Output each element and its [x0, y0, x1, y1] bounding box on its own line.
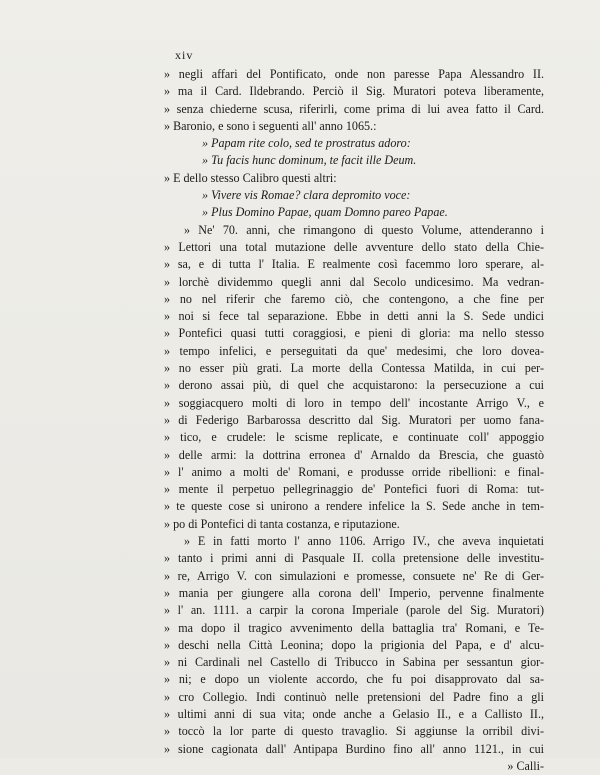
text-line: » Pontefici quasi tutti coraggiosi, e pieni di gloria: ma nello stesso — [164, 326, 544, 341]
text-line: » Lettori una total mutazione delle avventure dello stato della Chie- — [164, 239, 544, 254]
text-line: » Calli- — [507, 758, 544, 773]
text-line: » Tu facis hunc dominum, te facit ille Deum. — [202, 153, 417, 168]
text-line: » tico, e crudele: le scisme replicate, e continuate coll' appoggio — [164, 430, 544, 445]
text-line: » ni Cardinali nel Castello di Tribucco in Sabina per sessantun gior- — [164, 655, 544, 670]
text-line: » no nel riferir che faremo ciò, che contengono, a che fine per — [164, 291, 544, 306]
text-line: » re, Arrigo V. con simulazioni e promesse, consuete ne' Re di Ger- — [164, 568, 544, 583]
page-body-text — [164, 66, 544, 775]
text-line: » Baronio, e sono i seguenti all' anno 1065.: — [164, 118, 377, 133]
text-line: » Plus Domino Papae, quam Domno pareo Papae. — [202, 205, 448, 220]
text-line: » l' animo a molti de' Romani, e produsse orride ribellioni: e final- — [164, 464, 544, 479]
page-folio: xiv — [175, 48, 194, 62]
text-line: » tempo infelici, e perseguitati da que' medesimi, che loro dovea- — [164, 343, 544, 358]
text-line: » sione cagionata dall' Antipapa Burdino fino all' anno 1121., in cui — [164, 741, 544, 756]
text-line: » deschi nella Città Leonina; dopo la prigionia del Papa, e d' alcu- — [164, 637, 544, 652]
text-line: » toccò la lor parte di questo travaglio. Si aggiunse la orribil divi- — [164, 724, 544, 739]
text-line: » di Federigo Barbarossa descritto dal Sig. Muratori per uomo fana- — [164, 412, 544, 427]
text-line: » ni; e dopo un violente accordo, che fu poi disapprovato dal sa- — [164, 672, 544, 687]
text-line: » Vivere vis Romae? clara depromito voce: — [202, 188, 411, 203]
text-line: » delle armi: la dottrina erronea d' Arnaldo da Brescia, che guastò — [164, 447, 544, 462]
text-line: » derono assai più, di quel che acquistarono: la persecuzione a cui — [164, 378, 544, 393]
text-line: » lorchè dividemmo quegli anni dal Secolo undicesimo. Ma vedran- — [164, 274, 544, 289]
text-line: » l' an. 1111. a carpir la corona Imperiale (parole del Sig. Muratori) — [164, 603, 544, 618]
text-line: » senza chiederne scusa, riferirli, come prima di lui avea fatto il Card. — [164, 101, 544, 116]
text-line: » Papam rite colo, sed te prostratus adoro: — [202, 136, 411, 151]
text-line: » ma dopo il tragico avvenimento della battaglia tra' Romani, e Te- — [164, 620, 544, 635]
text-line: » mania per giungere alla corona dell' Imperio, pervenne finalmente — [164, 585, 544, 600]
text-line: » soggiacquero molti di loro in tempo dell' incostante Arrigo V., e — [164, 395, 544, 410]
text-line: » no esser più grati. La morte della Contessa Matilda, in cui per- — [164, 361, 544, 376]
text-line: » E in fatti morto l' anno 1106. Arrigo IV., che aveva inquietati — [184, 534, 544, 549]
text-line: » E dello stesso Calibro questi altri: — [164, 170, 337, 185]
text-line: » negli affari del Pontificato, onde non paresse Papa Alessandro II. — [164, 67, 544, 81]
text-line: » mente il perpetuo pellegrinaggio de' Pontefici fuori di Roma: tut- — [164, 482, 544, 497]
text-line: » ultimi anni di sua vita; onde anche a Gelasio II., e a Callisto II., — [164, 706, 544, 721]
text-line: » tanto i primi anni di Pasquale II. colla pretensione delle investitu- — [164, 551, 544, 566]
text-line: » te queste cose si unirono a rendere infelice la S. Sede anche in tem- — [164, 499, 544, 514]
text-line: » cro Collegio. Indi continuò nelle pretensioni del Padre fino a gli — [164, 689, 544, 704]
text-line: » noi si fece tal separazione. Ebbe in detti anni la S. Sede undici — [164, 309, 544, 324]
text-line: » Ne' 70. anni, che rimangono di questo Volume, attenderanno i — [184, 222, 544, 237]
text-line: » po di Pontefici di tanta costanza, e riputazione. — [164, 516, 400, 531]
text-line: » sa, e di tutta l' Italia. E realmente così facemmo loro sperare, al- — [164, 257, 544, 272]
text-line: » ma il Card. Ildebrando. Perciò il Sig. Muratori poteva liberamente, — [164, 84, 544, 99]
